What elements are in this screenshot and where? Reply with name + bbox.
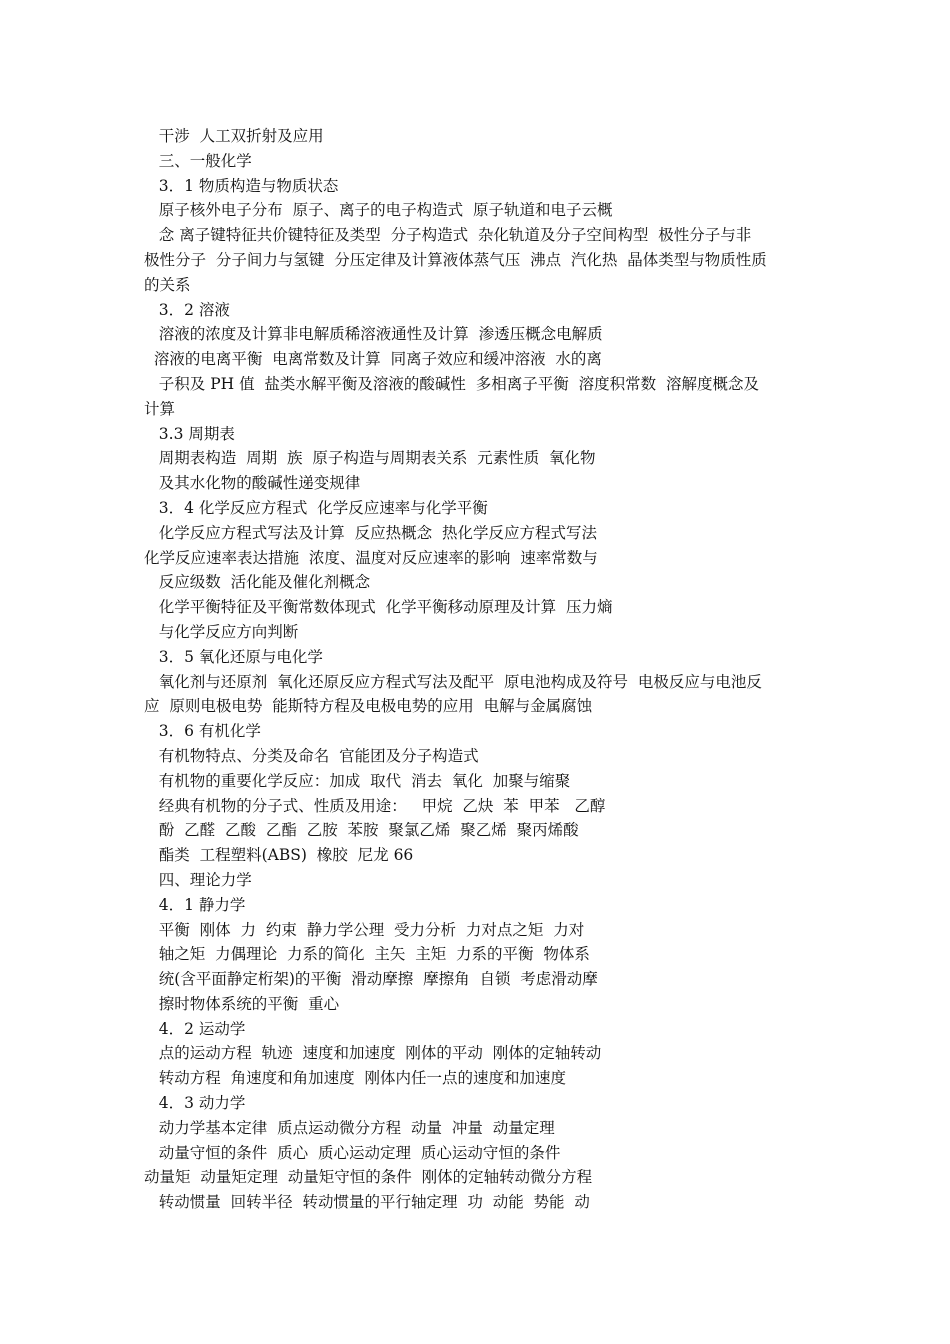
text-line: 四、理论力学 bbox=[144, 870, 252, 889]
text-line: 3．4 化学反应方程式 化学反应速率与化学平衡 bbox=[144, 498, 488, 517]
text-line: 有机物的重要化学反应：加成 取代 消去 氧化 加聚与缩聚 bbox=[144, 771, 571, 790]
text-line: 4．3 动力学 bbox=[144, 1094, 246, 1113]
text-line: 溶液的电离平衡 电离常数及计算 同离子效应和缓冲溶液 水的离 bbox=[144, 350, 602, 369]
text-line: 原子核外电子分布 原子、离子的电子构造式 原子轨道和电子云概 bbox=[144, 201, 613, 220]
text-line: 周期表构造 周期 族 原子构造与周期表关系 元素性质 氧化物 bbox=[144, 449, 596, 468]
text-line: 与化学反应方向判断 bbox=[144, 622, 299, 641]
text-line: 念 离子键特征共价键特征及类型 分子构造式 杂化轨道及分子空间构型 极性分子与非 bbox=[144, 226, 752, 245]
text-line: 有机物特点、分类及命名 官能团及分子构造式 bbox=[144, 746, 479, 765]
text-line: 轴之矩 力偶理论 力系的简化 主矢 主矩 力系的平衡 物体系 bbox=[144, 945, 590, 964]
text-line: 三、一般化学 bbox=[144, 151, 252, 170]
document-body bbox=[144, 124, 814, 1215]
text-line: 溶液的浓度及计算非电解质稀溶液通性及计算 渗透压概念电解质 bbox=[144, 325, 603, 344]
text-line: 及其水化物的酸碱性递变规律 bbox=[144, 474, 361, 493]
text-line: 化学反应速率表达措施 浓度、温度对反应速率的影响 速率常数与 bbox=[144, 548, 598, 567]
text-line: 化学反应方程式写法及计算 反应热概念 热化学反应方程式写法 bbox=[144, 523, 597, 542]
text-line: 擦时物体系统的平衡 重心 bbox=[144, 994, 340, 1013]
text-line: 3．6 有机化学 bbox=[144, 722, 261, 741]
text-line: 点的运动方程 轨迹 速度和加速度 刚体的平动 刚体的定轴转动 bbox=[144, 1044, 602, 1063]
text-line: 3．1 物质构造与物质状态 bbox=[144, 176, 339, 195]
text-line: 3．2 溶液 bbox=[144, 300, 230, 319]
text-line: 极性分子 分子间力与氢键 分压定律及计算液体蒸气压 沸点 汽化热 晶体类型与物质性质 bbox=[144, 250, 767, 269]
text-line: 氧化剂与还原剂 氧化还原反应方程式写法及配平 原电池构成及符号 电极反应与电池反 bbox=[144, 672, 762, 691]
text-line: 4．2 运动学 bbox=[144, 1019, 246, 1038]
text-line: 酚 乙醛 乙酸 乙酯 乙胺 苯胺 聚氯乙烯 聚乙烯 聚丙烯酸 bbox=[144, 821, 579, 840]
text-line: 转动方程 角速度和角加速度 刚体内任一点的速度和加速度 bbox=[144, 1069, 566, 1088]
text-line: 3．5 氧化还原与电化学 bbox=[144, 647, 323, 666]
text-line: 干涉 人工双折射及应用 bbox=[144, 127, 324, 145]
text-line: 平衡 刚体 力 约束 静力学公理 受力分析 力对点之矩 力对 bbox=[144, 920, 585, 939]
text-line: 动力学基本定律 质点运动微分方程 动量 冲量 动量定理 bbox=[144, 1118, 555, 1137]
text-line: 的关系 bbox=[144, 275, 191, 294]
text-line: 酯类 工程塑料(ABS) 橡胶 尼龙 66 bbox=[144, 846, 414, 865]
text-line: 应 原则电极电势 能斯特方程及电极电势的应用 电解与金属腐蚀 bbox=[144, 697, 593, 716]
text-line: 计算 bbox=[144, 399, 176, 418]
text-line: 转动惯量 回转半径 转动惯量的平行轴定理 功 动能 势能 动 bbox=[144, 1193, 590, 1212]
text-line: 3.3 周期表 bbox=[144, 424, 235, 443]
text-line: 化学平衡特征及平衡常数体现式 化学平衡移动原理及计算 压力熵 bbox=[144, 598, 613, 617]
text-line: 动量守恒的条件 质心 质心运动定理 质心运动守恒的条件 bbox=[144, 1143, 561, 1162]
text-line: 经典有机物的分子式、性质及用途： 甲烷 乙炔 苯 甲苯 乙醇 bbox=[144, 796, 606, 815]
text-line: 动量矩 动量矩定理 动量矩守恒的条件 刚体的定轴转动微分方程 bbox=[144, 1168, 593, 1187]
text-line: 4．1 静力学 bbox=[144, 895, 246, 914]
text-line: 统(含平面静定桁架)的平衡 滑动摩擦 摩擦角 自锁 考虑滑动摩 bbox=[144, 970, 598, 989]
text-line: 子积及 PH 值 盐类水解平衡及溶液的酸碱性 多相离子平衡 溶度积常数 溶解度概念及 bbox=[144, 374, 759, 393]
text-line: 反应级数 活化能及催化剂概念 bbox=[144, 573, 371, 592]
